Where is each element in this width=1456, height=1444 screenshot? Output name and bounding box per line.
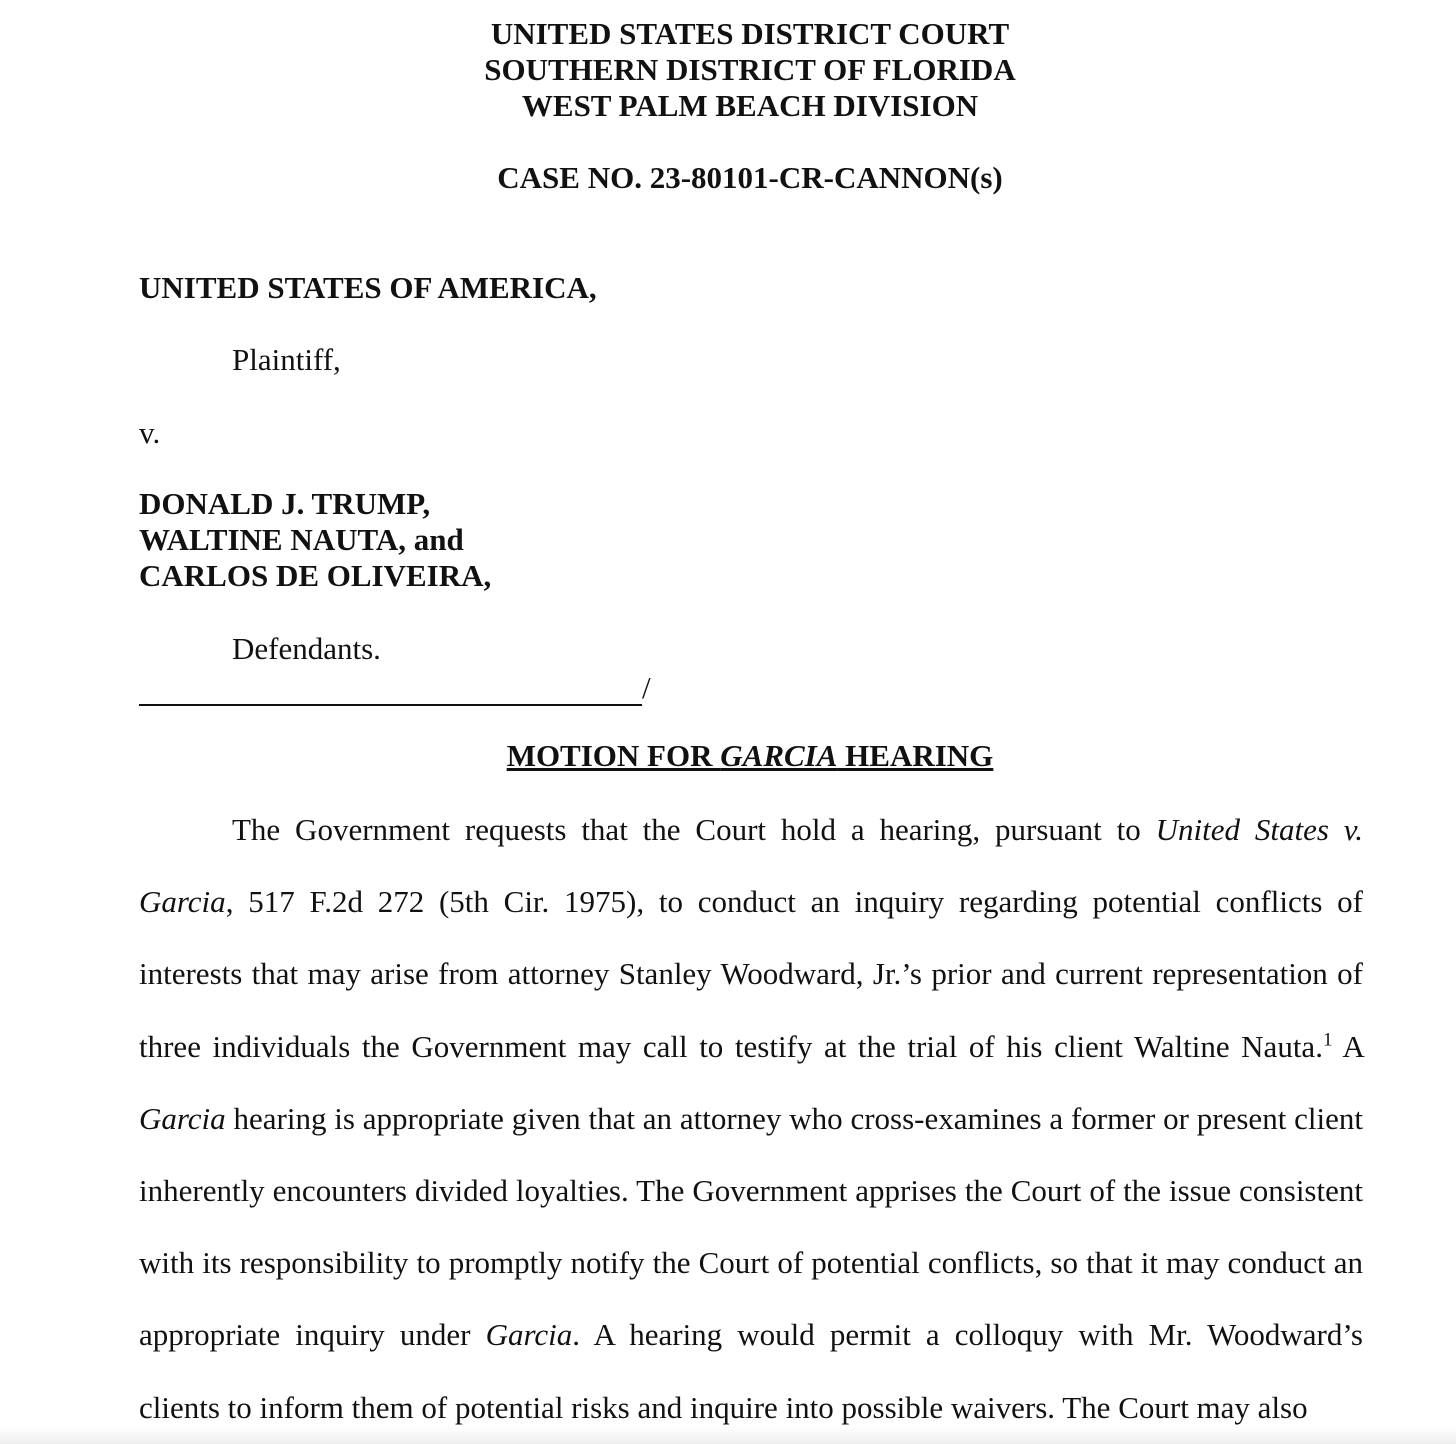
court-name-line: UNITED STATES DISTRICT COURT: [490, 16, 1010, 51]
caption-rule-slash: /: [642, 670, 651, 705]
footnote-marker: 1: [1322, 1029, 1333, 1051]
defendant-nauta: [139, 522, 464, 558]
body-text-2: , 517 F.2d 272 (5th Cir. 1975), to conduct an inquiry regarding potential conflicts of interests that may arise from attorney Stanley Woodward, Jr.’s prior and current representation of three individuals the Government may call to testify at the trial of his client Waltine Nauta.: [139, 884, 1363, 1064]
caption-underline: [139, 676, 642, 706]
body-text-4: hearing is appropriate given that an attorney who cross-examines a former or present client inherently encounters divided loyalties. The Government apprises the Court of the issue consistent with its responsibility to promptly notify the Court of potential conflicts, so that it may conduct an appropriate inquiry under: [139, 1100, 1363, 1353]
division-line: WEST PALM BEACH DIVISION: [521, 88, 979, 123]
court-header: [0, 16, 1456, 124]
motion-body: [139, 794, 1363, 1444]
caption-rule: [139, 670, 651, 706]
body-text-3: A: [1332, 1028, 1363, 1064]
versus-label: v.: [139, 415, 161, 450]
motion-title-suffix: HEARING: [837, 738, 994, 773]
defendant-trump: DONALD J. TRUMP,: [139, 486, 431, 521]
garcia-italic-2: Garcia: [485, 1317, 573, 1353]
plaintiff-label: Plaintiff,: [232, 342, 341, 377]
defendant-nauta-suffix: , and: [398, 522, 464, 557]
plaintiff-name: UNITED STATES OF AMERICA,: [139, 270, 597, 305]
garcia-italic-1: Garcia: [139, 1100, 226, 1136]
case-citation-italic: United States v. Garcia: [139, 812, 1363, 920]
defendant-nauta-name: WALTINE NAUTA: [139, 522, 399, 557]
defendants-label: Defendants.: [232, 631, 381, 666]
motion-title-prefix: MOTION FOR: [506, 738, 721, 773]
body-text-5: . A hearing would permit a colloquy with Mr. Woodward’s clients to inform them of potential risks and inquire into possible waivers. The Court may also: [139, 1317, 1363, 1425]
body-paragraph: [139, 794, 1363, 1444]
page-bottom-shadow: [0, 1426, 1456, 1444]
district-line: SOUTHERN DISTRICT OF FLORIDA: [484, 52, 1016, 87]
motion-title-italic: GARCIA: [720, 738, 838, 773]
case-number: CASE NO. 23-80101-CR-CANNON(s): [497, 160, 1003, 195]
body-text-1: The Government requests that the Court hold a hearing, pursuant to: [232, 812, 1156, 847]
motion-title: [0, 738, 1456, 774]
defendant-de-oliveira: CARLOS DE OLIVEIRA,: [139, 558, 492, 593]
